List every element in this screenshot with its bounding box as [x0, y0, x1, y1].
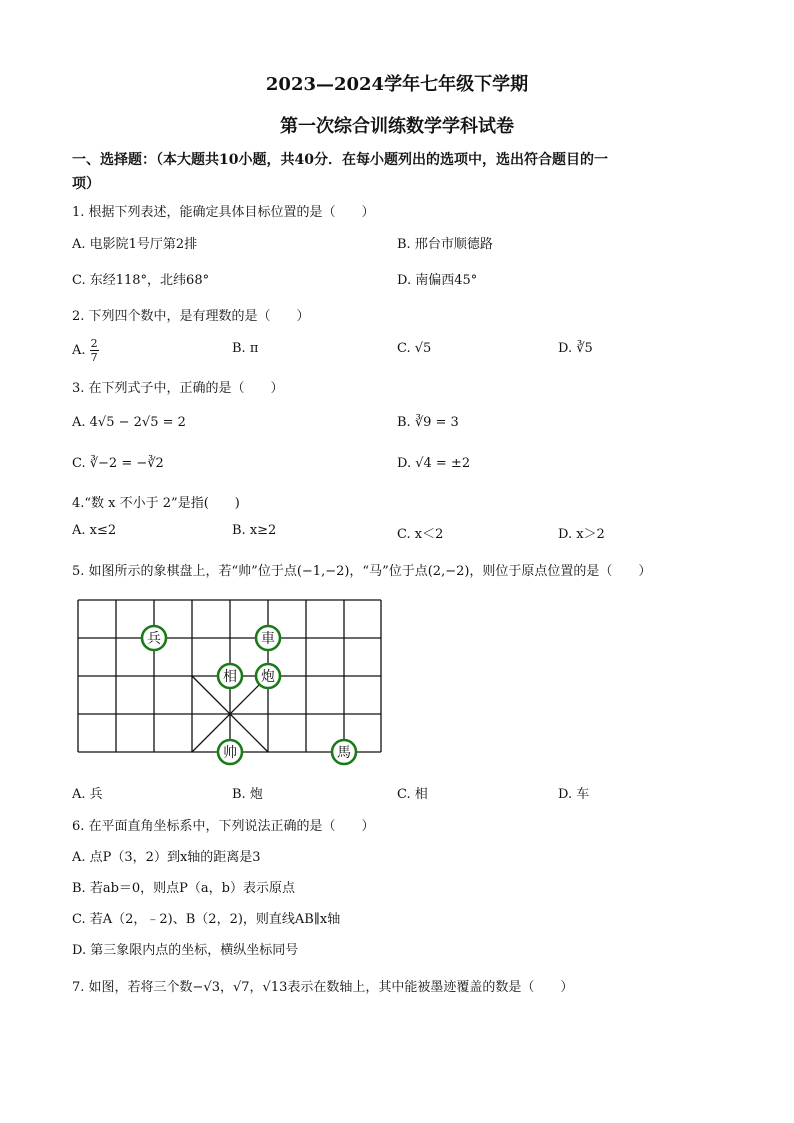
question-5-option-c: C. 相 — [397, 787, 428, 802]
section-heading: 一、选择题：（本大题共10小题，共40分．在每小题列出的选项中，选出符合题目的一 — [72, 152, 608, 168]
question-2-option-d: D. ∛5 — [558, 341, 593, 356]
question-7-stem: 7. 如图，若将三个数−√3，√7，√13表示在数轴上，其中能被墨迹覆盖的数是（ ） — [72, 980, 574, 995]
question-3-option-c: C. ∛−2 = −∛2 — [72, 456, 164, 471]
question-6-stem: 6. 在平面直角坐标系中，下列说法正确的是（ ） — [72, 819, 375, 834]
question-6-option-b: B. 若ab＝0，则点P（a，b）表示原点 — [72, 881, 295, 896]
question-2-option-a — [72, 337, 99, 364]
question-3-option-d: D. √4 = ±2 — [397, 456, 471, 471]
question-2-option-b: B. π — [232, 341, 259, 356]
piece-label: 兵 — [147, 631, 161, 647]
chess-piece-shuai — [218, 740, 242, 764]
question-2-stem: 2. 下列四个数中，是有理数的是（ ） — [72, 309, 310, 324]
question-3-option-b: B. ∛9 = 3 — [397, 415, 459, 430]
question-6-option-a: A. 点P（3，2）到x轴的距离是3 — [72, 850, 261, 865]
exam-title-line1: 2023—2024学年七年级下学期 — [265, 74, 529, 95]
chess-piece-bing — [142, 626, 166, 650]
piece-label: 馬 — [337, 745, 351, 761]
piece-label: 炮 — [261, 669, 275, 685]
question-4-option-c: C. x＜2 — [397, 527, 444, 542]
piece-label: 車 — [261, 631, 275, 647]
question-5-option-a: A. 兵 — [72, 787, 103, 802]
chess-board-figure — [70, 594, 390, 770]
fraction — [90, 337, 99, 364]
question-5-option-d: D. 车 — [558, 787, 590, 802]
question-3-option-a: A. 4√5 − 2√5 = 2 — [72, 415, 186, 430]
question-4-option-b: B. x≥2 — [232, 523, 277, 538]
chess-piece-ma — [332, 740, 356, 764]
piece-label: 帅 — [223, 745, 237, 761]
question-1-option-a: A. 电影院1号厅第2排 — [72, 237, 198, 252]
question-5-option-b: B. 炮 — [232, 787, 263, 802]
question-6-option-d: D. 第三象限内点的坐标，横纵坐标同号 — [72, 943, 299, 958]
question-4-option-a: A. x≤2 — [72, 523, 117, 538]
piece-label: 相 — [223, 669, 237, 685]
question-3-stem: 3. 在下列式子中，正确的是（ ） — [72, 381, 284, 396]
chess-piece-ju — [256, 626, 280, 650]
exam-title-line2: 第一次综合训练数学学科试卷 — [280, 116, 514, 137]
question-5-stem: 5. 如图所示的象棋盘上，若“帅”位于点(−1,−2)，“马”位于点(2,−2)，则位于原点位置的是（ ） — [72, 564, 652, 579]
fraction-denominator: 7 — [90, 351, 98, 364]
question-4-option-d: D. x＞2 — [558, 527, 605, 542]
question-1-option-d: D. 南偏西45° — [397, 273, 478, 288]
question-1-option-c: C. 东经118°，北纬68° — [72, 273, 210, 288]
chess-piece-pao — [256, 664, 280, 688]
question-2-option-c: C. √5 — [397, 341, 432, 356]
fraction-numerator: 2 — [90, 337, 98, 350]
question-6-option-c: C. 若A（2，﹣2)、B（2，2)，则直线AB∥x轴 — [72, 912, 341, 927]
chess-piece-xiang — [218, 664, 242, 688]
section-heading-cont: 项） — [72, 176, 100, 192]
option-label: A. — [72, 343, 86, 358]
question-4-stem: 4.“数 x 不小于 2”是指( ) — [72, 496, 240, 511]
question-1-stem: 1. 根据下列表述，能确定具体目标位置的是（ ） — [72, 205, 375, 220]
question-1-option-b: B. 邢台市顺德路 — [397, 237, 493, 252]
